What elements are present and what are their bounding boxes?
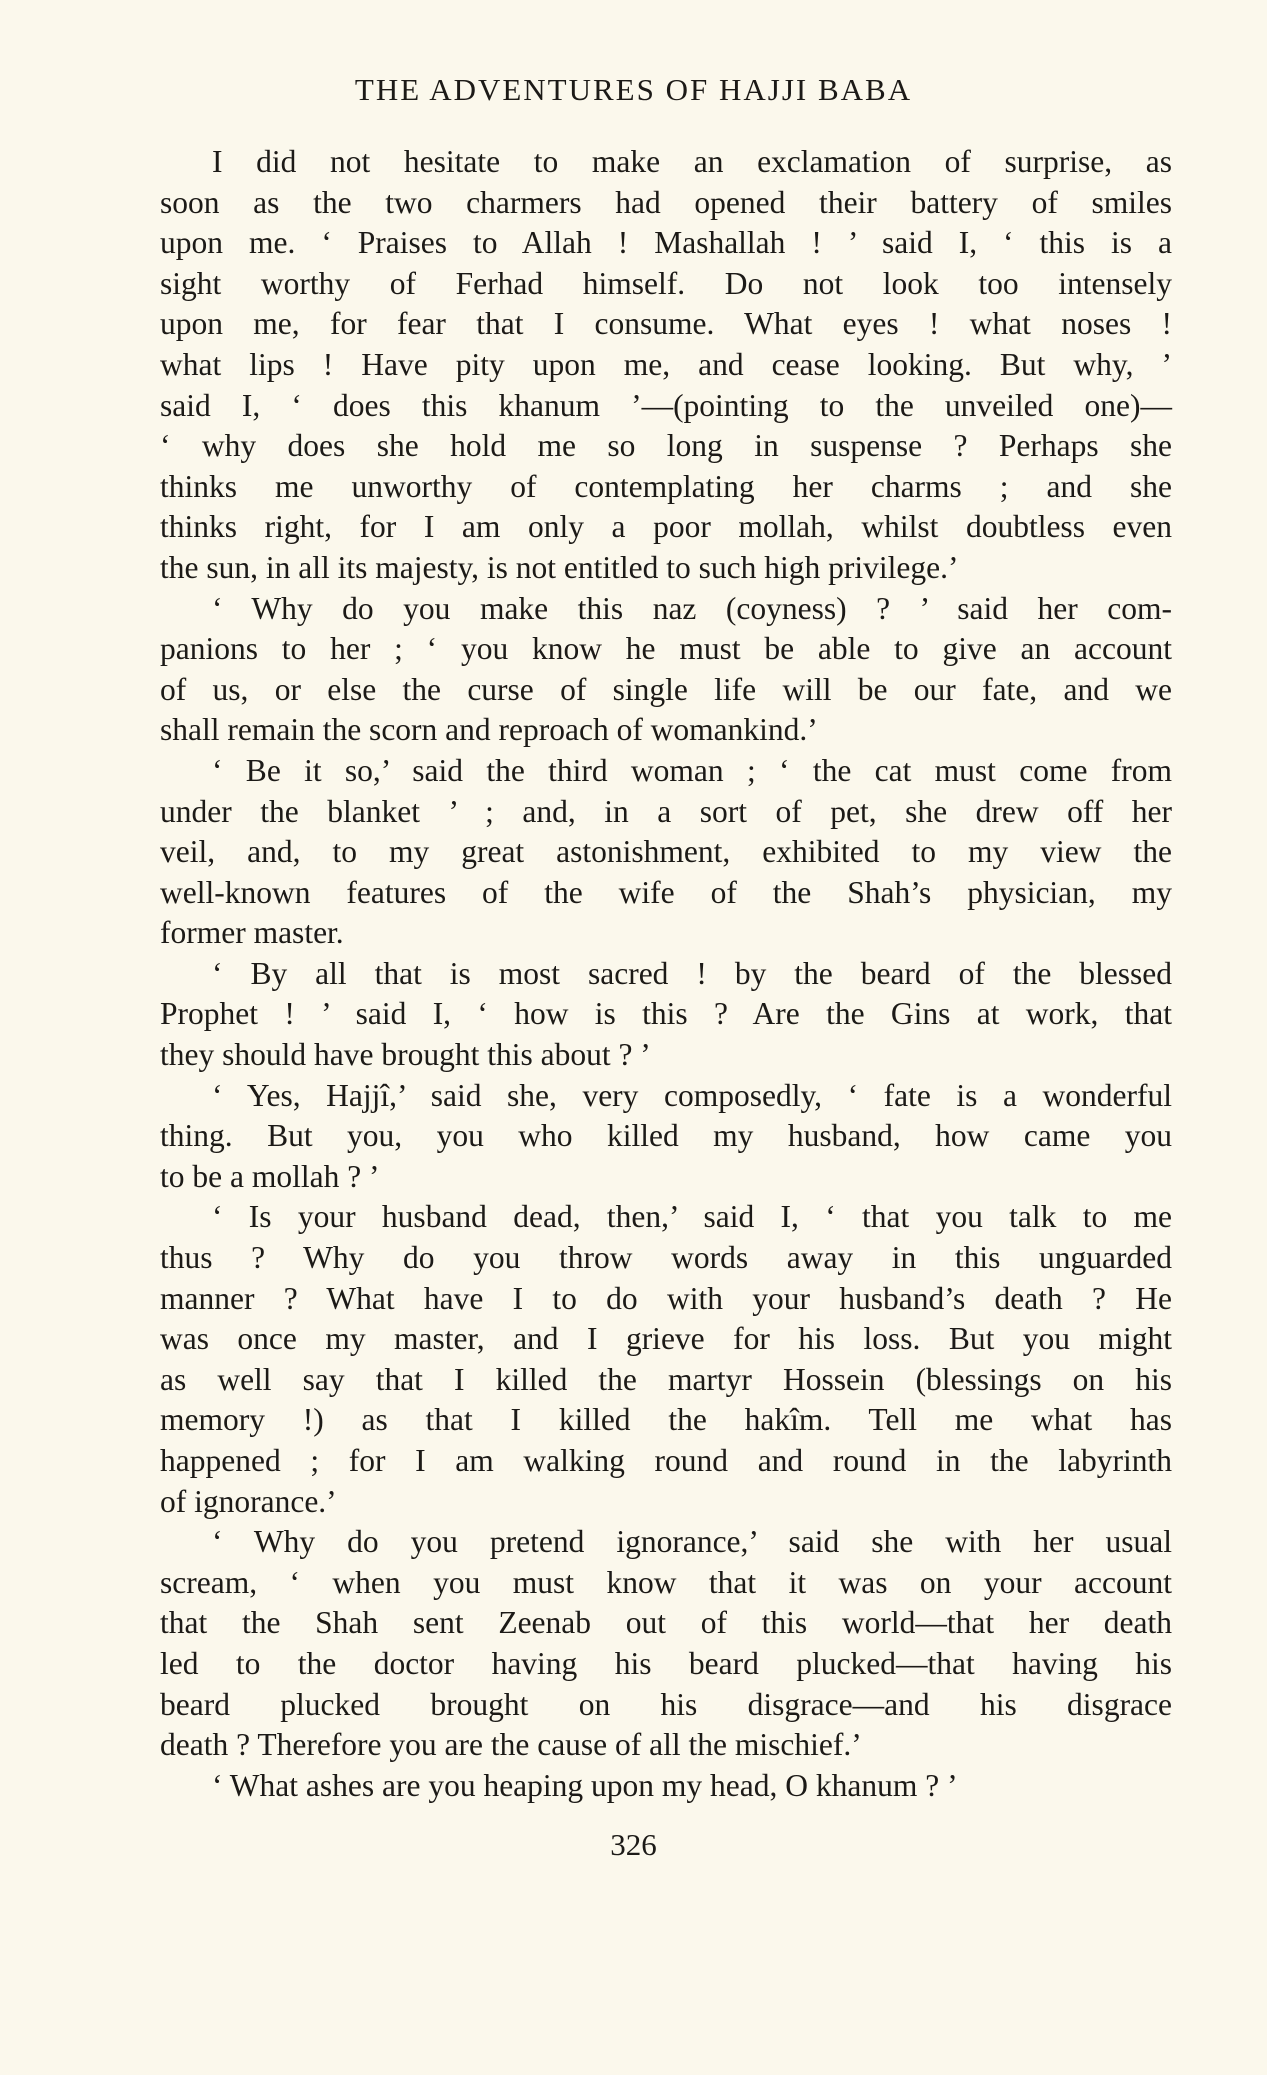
- text-line: ‘ Why do you make this naz (coyness) ? ’ said her com-: [212, 590, 1172, 626]
- text-line: what lips ! Have pity upon me, and cease looking. But why, ’: [160, 346, 1172, 382]
- text-line: upon me, for fear that I consume. What eyes ! what noses !: [160, 306, 1172, 342]
- text-line: well-known features of the wife of the Shah’s physician, my: [160, 874, 1172, 910]
- text-line: thus ? Why do you throw words away in this unguarded: [160, 1240, 1172, 1276]
- text-line: panions to her ; ‘ you know he must be able to give an account: [160, 631, 1172, 667]
- text-line: ‘ Yes, Hajjî,’ said she, very composedly, ‘ fate is a wonderful: [212, 1077, 1172, 1113]
- text-line: led to the doctor having his beard plucked—that having his: [160, 1645, 1172, 1681]
- text-line: upon me. ‘ Praises to Allah ! Mashallah ! ’ said I, ‘ this is a: [160, 225, 1172, 261]
- text-line: ‘ why does she hold me so long in suspense ? Perhaps she: [160, 428, 1172, 464]
- text-line: soon as the two charmers had opened their battery of smiles: [160, 184, 1172, 220]
- text-line: as well say that I killed the martyr Hossein (blessings on his: [160, 1361, 1172, 1397]
- text-line: former master.: [160, 915, 344, 951]
- text-line: memory !) as that I killed the hakîm. Tell me what has: [160, 1402, 1172, 1438]
- text-line: ‘ By all that is most sacred ! by the beard of the blessed: [212, 955, 1172, 991]
- text-line: veil, and, to my great astonishment, exhibited to my view the: [160, 834, 1172, 870]
- text-line: they should have brought this about ? ’: [160, 1037, 651, 1073]
- text-line: ‘ Why do you pretend ignorance,’ said she with her usual: [212, 1524, 1172, 1560]
- text-line: I did not hesitate to make an exclamation of surprise, as: [212, 144, 1172, 179]
- text-line: death ? Therefore you are the cause of all the mischief.’: [160, 1727, 862, 1763]
- text-line: said I, ‘ does this khanum ’—(pointing to the unveiled one)—: [160, 387, 1172, 423]
- text-line: scream, ‘ when you must know that it was on your account: [160, 1564, 1172, 1600]
- text-line: beard plucked brought on his disgrace—and his disgrace: [160, 1686, 1172, 1722]
- text-line: ‘ Is your husband dead, then,’ said I, ‘ that you talk to me: [212, 1199, 1172, 1235]
- text-line: of ignorance.’: [160, 1483, 337, 1519]
- text-line: thinks me unworthy of contemplating her charms ; and she: [160, 468, 1172, 504]
- running-head: THE ADVENTURES OF HAJJI BABA: [354, 72, 913, 107]
- text-line: happened ; for I am walking round and round in the labyrinth: [160, 1443, 1172, 1478]
- text-line: of us, or else the curse of single life will be our fate, and we: [160, 671, 1172, 707]
- text-line: ‘ What ashes are you heaping upon my head, O khanum ? ’: [212, 1767, 958, 1803]
- text-line: the sun, in all its majesty, is not entitled to such high privilege.’: [160, 549, 959, 585]
- text-line: was once my master, and I grieve for his loss. But you might: [160, 1321, 1172, 1357]
- text-line: that the Shah sent Zeenab out of this world—that her death: [160, 1605, 1172, 1641]
- text-line: under the blanket ’ ; and, in a sort of pet, she drew off her: [160, 793, 1172, 829]
- text-line: to be a mollah ? ’: [160, 1158, 380, 1194]
- page-number: 326: [610, 1827, 657, 1862]
- text-line: shall remain the scorn and reproach of womankind.’: [160, 712, 818, 748]
- text-line: thinks right, for I am only a poor mollah, whilst doubtless even: [160, 509, 1172, 545]
- text-line: sight worthy of Ferhad himself. Do not look too intensely: [160, 265, 1172, 301]
- text-line: thing. But you, you who killed my husband, how came you: [160, 1118, 1172, 1154]
- text-line: Prophet ! ’ said I, ‘ how is this ? Are the Gins at work, that: [160, 996, 1172, 1032]
- body-text: [160, 142, 1172, 1806]
- text-line: manner ? What have I to do with your husband’s death ? He: [160, 1280, 1172, 1316]
- text-line: ‘ Be it so,’ said the third woman ; ‘ the cat must come from: [212, 752, 1172, 788]
